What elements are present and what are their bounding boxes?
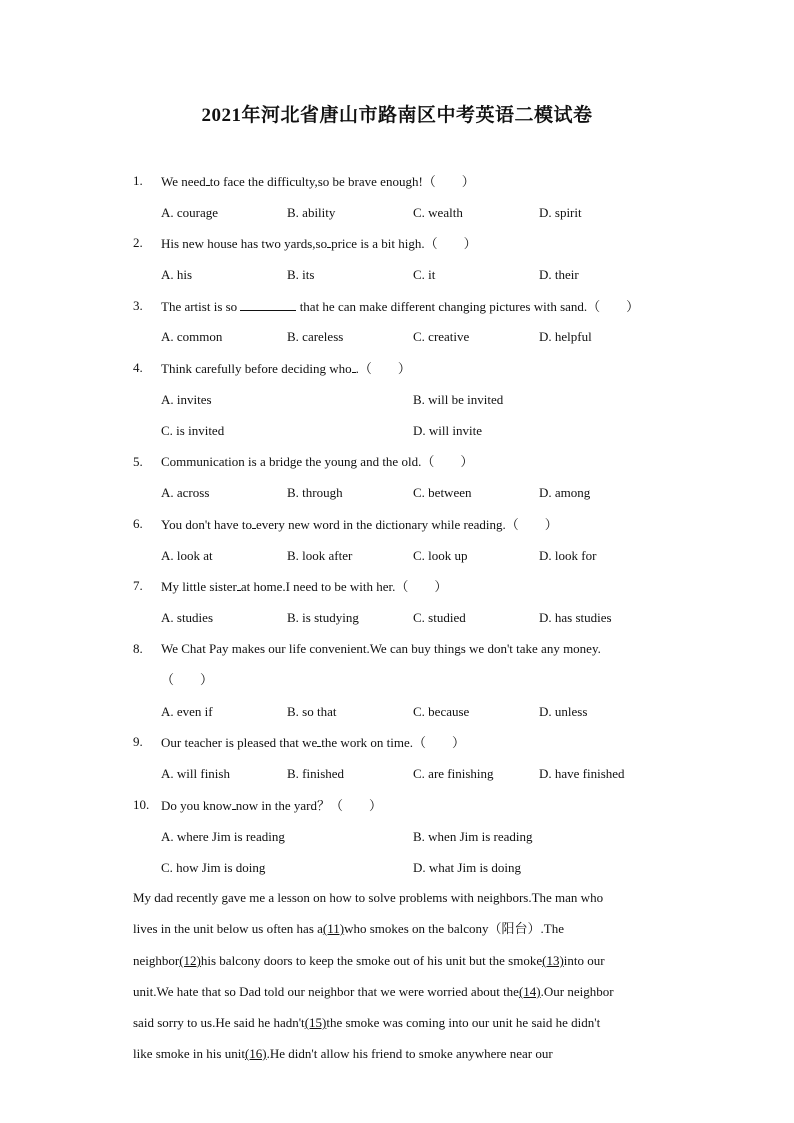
option-d: D. helpful [539,329,592,344]
blank-number: (16) [244,1046,267,1061]
option-b: B. careless [287,329,344,344]
passage-line: lives in the unit below us often has a(11)who smokes on the balcony（阳台）.The [133,921,564,936]
option-d: D. look for [539,548,597,563]
passage-line: said sorry to us.He said he hadn't(15)the smoke was coming into our unit he said he didn't [133,1015,601,1030]
blank-number: (13) [542,953,564,968]
question-text: The artist is so that he can make different changing pictures with sand.（ ） [161,299,640,314]
passage-line: neighbor(12)his balcony doors to keep the smoke out of his unit but the smoke(13)into our [133,953,605,968]
option-a: A. courage [161,205,219,220]
question-number: 5. [133,454,143,469]
option-c: C. how Jim is doing [161,860,266,875]
answer-blank [240,298,296,311]
passage-line: unit.We hate that so Dad told our neighbor that we were worried about the(14).Our neighbor [133,984,614,999]
option-a: A. studies [161,610,213,625]
option-c: C. creative [413,329,470,344]
option-b: B. will be invited [413,392,504,407]
option-a: A. across [161,485,210,500]
option-b: B. look after [287,548,353,563]
blank-number: (12) [179,953,201,968]
option-b: B. when Jim is reading [413,829,533,844]
question-number: 8. [133,641,143,656]
option-d: D. what Jim is doing [413,860,521,875]
option-a: A. where Jim is reading [161,829,285,844]
option-c: C. because [413,704,470,719]
question-number: 3. [133,298,143,313]
option-a: A. even if [161,704,213,719]
option-d: D. has studies [539,610,612,625]
question-number: 4. [133,360,143,375]
question-number: 1. [133,173,143,188]
option-b: B. is studying [287,610,359,625]
blank-number: (14) [518,984,541,999]
option-b: B. ability [287,205,336,220]
option-c: C. it [413,267,436,282]
option-a: A. will finish [161,766,230,781]
passage-line: My dad recently gave me a lesson on how to solve problems with neighbors.The man who [133,890,604,905]
question-text: Think carefully before deciding who .（ ） [161,361,411,376]
option-c: C. are finishing [413,766,494,781]
blank-number: (11) [322,921,345,936]
question-text: You don't have to every new word in the dictionary while reading.（ ） [161,517,558,532]
page-title: 2021年河北省唐山市路南区中考英语二模试卷 [201,105,593,126]
question-number: 10. [133,797,150,812]
question-text: His new house has two yards,so price is a bit high.（ ） [161,236,477,251]
option-a: A. look at [161,548,213,563]
passage-line: like smoke in his unit(16).He didn't allow his friend to smoke anywhere near our [133,1046,553,1061]
option-c: C. studied [413,610,466,625]
option-b: B. so that [287,704,337,719]
option-a: A. invites [161,392,212,407]
option-c: C. look up [413,548,468,563]
question-text: Communication is a bridge the young and the old.（ ） [161,454,474,469]
option-c: C. is invited [161,423,225,438]
question-number: 9. [133,734,143,749]
question-text: My little sister at home.I need to be with her.（ ） [161,579,448,594]
option-d: D. have finished [539,766,625,781]
question-text: Do you know now in the yard？（ ） [161,798,383,813]
option-d: D. their [539,267,579,282]
question-number: 6. [133,516,143,531]
blank-number: (15) [304,1015,327,1030]
option-c: C. between [413,485,472,500]
option-b: B. its [287,267,315,282]
question-number: 7. [133,578,143,593]
question-number: 2. [133,235,143,250]
question-text: We Chat Pay makes our life convenient.We can buy things we don't take any money. [161,641,601,656]
option-b: B. finished [287,766,345,781]
option-d: D. spirit [539,205,582,220]
question-text: Our teacher is pleased that we the work on time.（ ） [161,735,466,750]
question-text: We need to face the difficulty,so be brave enough!（ ） [161,174,475,189]
option-d: D. among [539,485,591,500]
option-b: B. through [287,485,343,500]
option-d: D. unless [539,704,588,719]
option-d: D. will invite [413,423,482,438]
option-a: A. his [161,267,193,282]
option-a: A. common [161,329,223,344]
option-c: C. wealth [413,205,463,220]
question-answer-parens: （ ） [161,672,214,687]
